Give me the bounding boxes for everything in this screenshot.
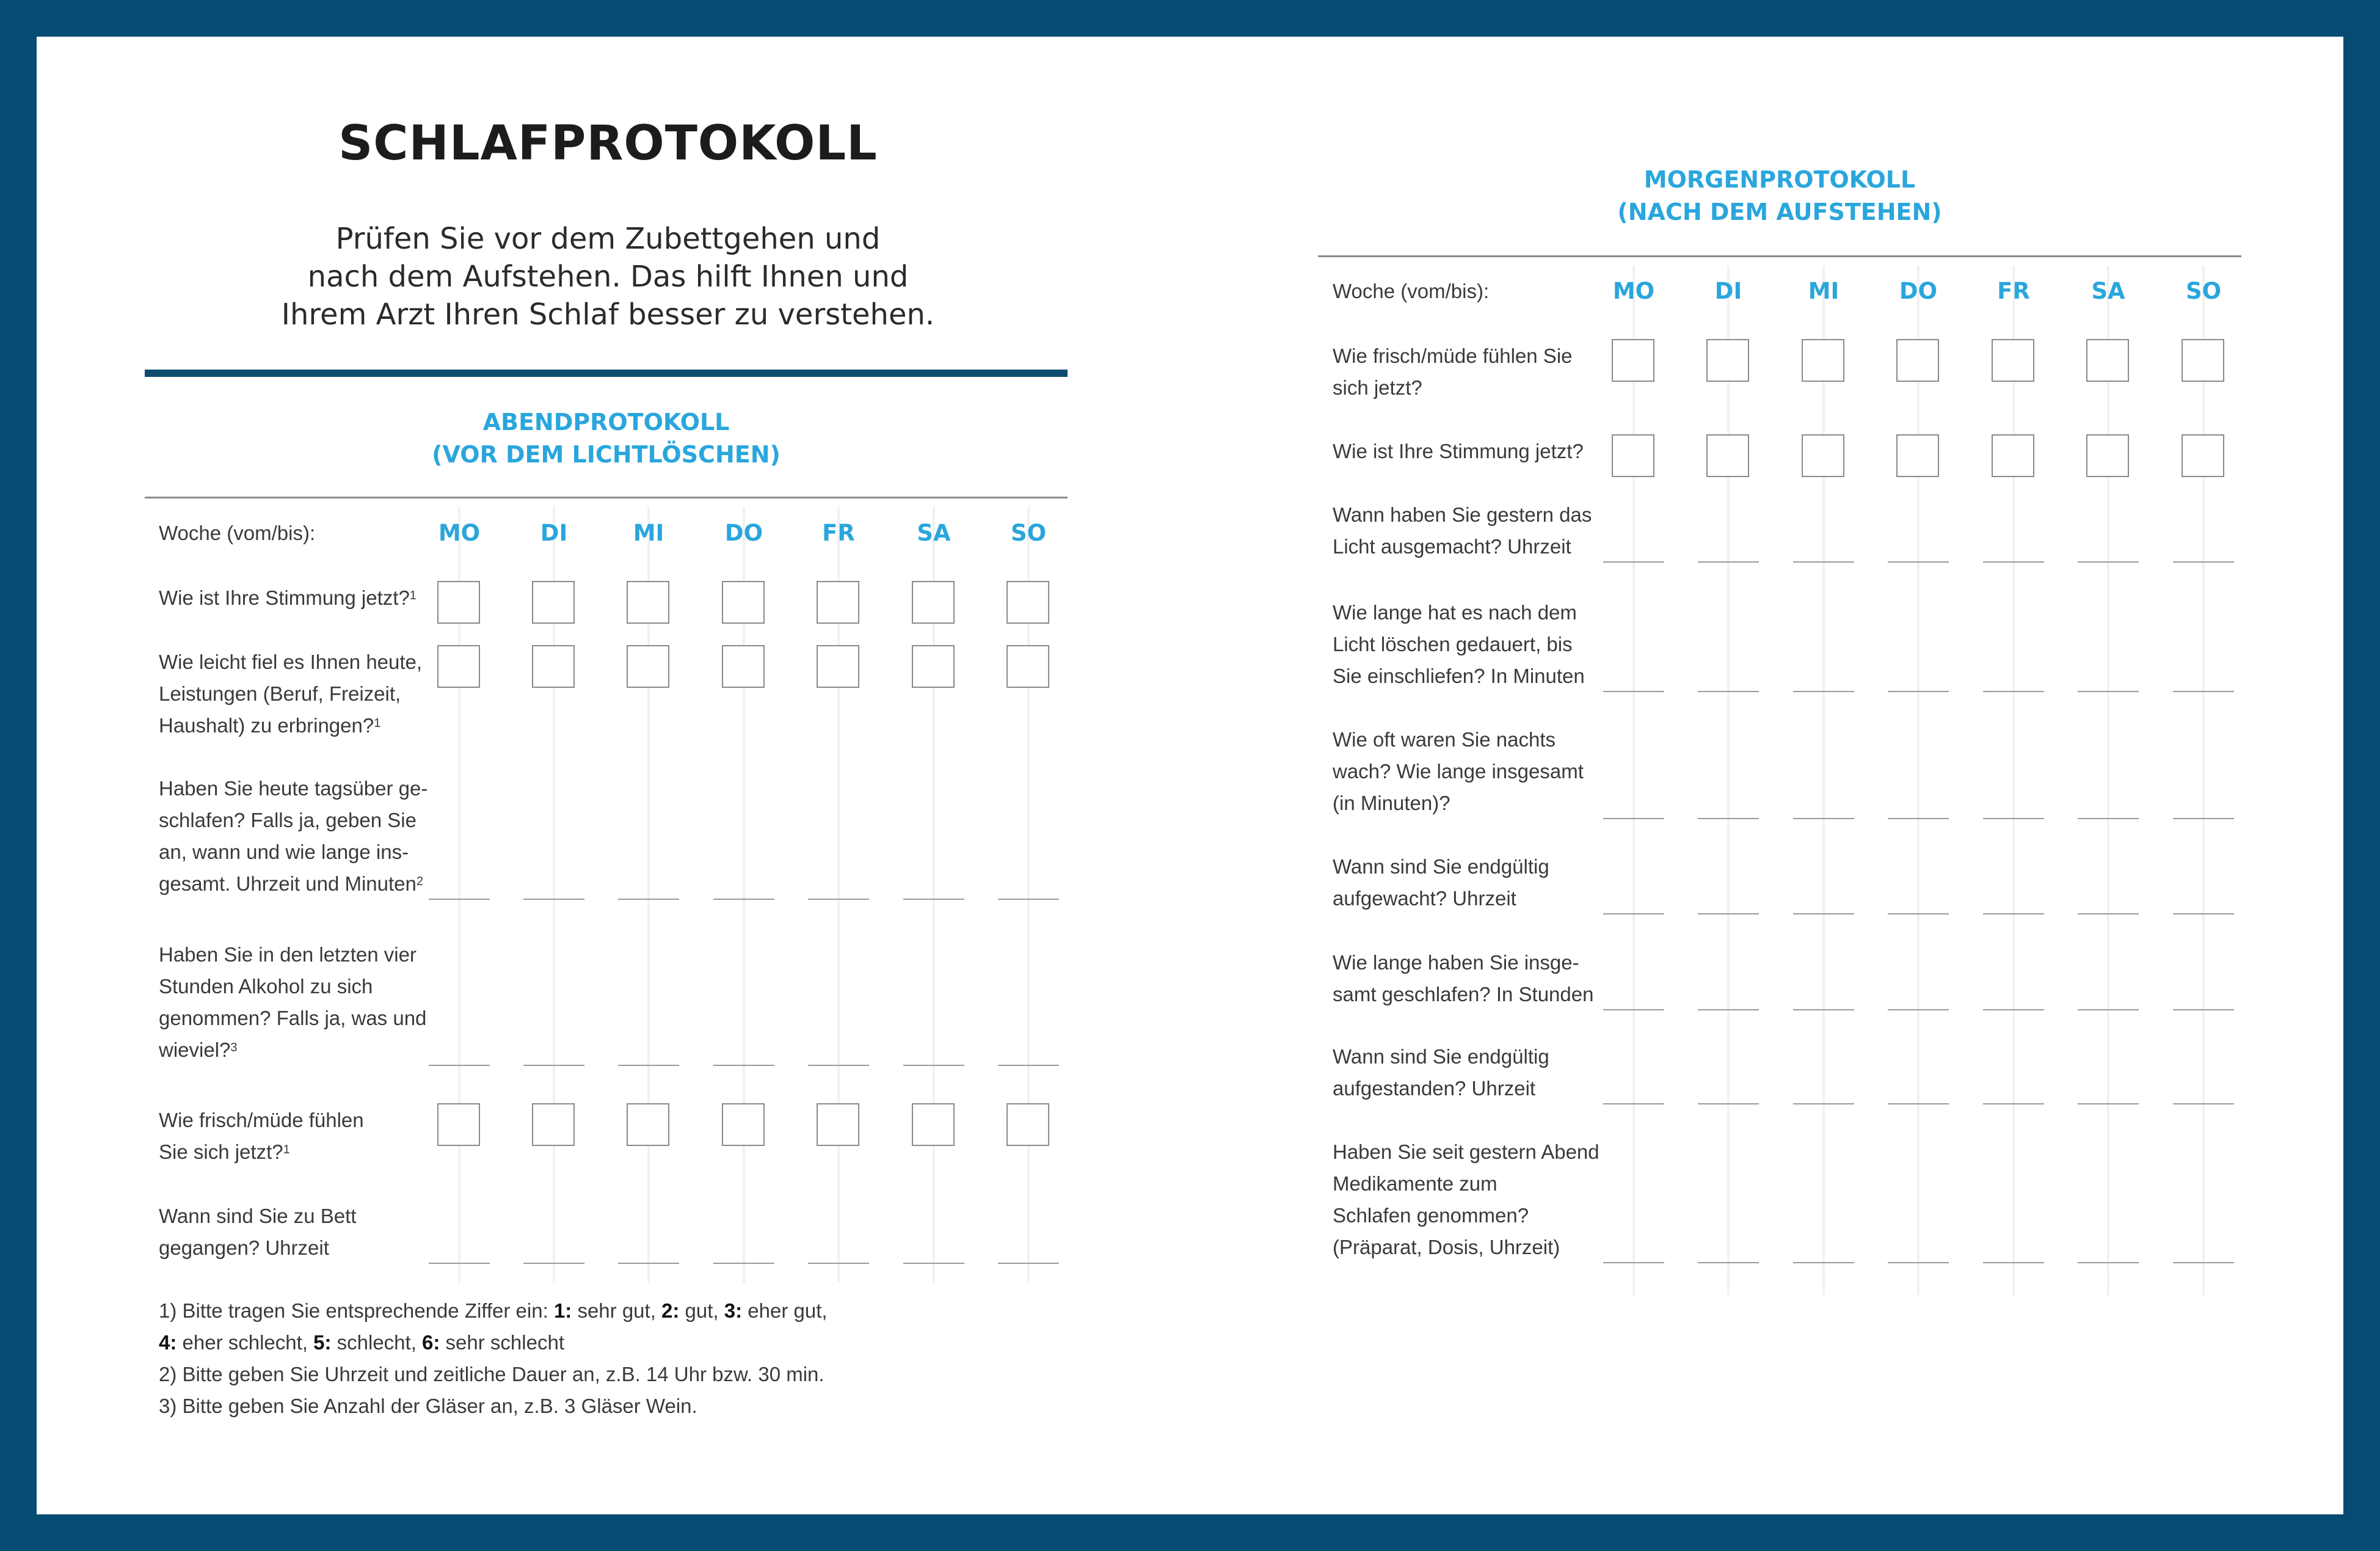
question-text: Wann haben Sie gestern das xyxy=(1333,503,1592,526)
footnote-text: gut, xyxy=(679,1299,724,1322)
footnote-text: 3) Bitte geben Sie Anzahl der Gläser an, z.B. 3 Gläser Wein. xyxy=(159,1395,697,1417)
footnote-key: 6: xyxy=(422,1331,440,1354)
title-divider xyxy=(145,370,1068,377)
evening-question-label xyxy=(159,773,428,900)
evening-question-label xyxy=(159,646,422,742)
morning-question-line xyxy=(1333,1041,1549,1073)
morning-answer-line-fr[interactable] xyxy=(1983,561,2044,563)
morning-checkbox-mo[interactable] xyxy=(1612,339,1654,382)
morning-answer-line-so[interactable] xyxy=(2173,818,2234,819)
morning-answer-line-fr[interactable] xyxy=(1983,1009,2044,1010)
question-text: Wie frisch/müde fühlen xyxy=(159,1109,364,1131)
question-text: samt geschlafen? In Stunden xyxy=(1333,983,1594,1005)
morning-question-line xyxy=(1333,372,1573,404)
morning-checkbox-di[interactable] xyxy=(1706,434,1749,477)
morning-answer-line-mi[interactable] xyxy=(1793,561,1854,563)
morning-question-line xyxy=(1333,1073,1549,1104)
evening-question-label xyxy=(159,939,426,1066)
morning-section-title-line: (NACH DEM AUFSTEHEN) xyxy=(1617,199,1942,225)
morning-answer-line-mo[interactable] xyxy=(1603,818,1664,819)
footnote-text: 2) Bitte geben Sie Uhrzeit und zeitliche Dauer an, z.B. 14 Uhr bzw. 30 min. xyxy=(159,1363,824,1385)
evening-question-line xyxy=(159,1104,364,1136)
morning-answer-line-mo[interactable] xyxy=(1603,1262,1664,1263)
intro-line: Prüfen Sie vor dem Zubettgehen und xyxy=(335,222,881,256)
evening-answer-line-sa[interactable] xyxy=(903,1263,964,1264)
morning-table-rule xyxy=(1318,255,2241,257)
evening-checkbox-mo[interactable] xyxy=(437,581,480,624)
question-text: Haushalt) zu erbringen? xyxy=(159,714,374,737)
footnote xyxy=(159,1390,828,1422)
evening-checkbox-di[interactable] xyxy=(532,645,575,688)
morning-answer-line-sa[interactable] xyxy=(2078,561,2139,563)
evening-answer-line-do[interactable] xyxy=(713,1065,774,1066)
evening-question-label xyxy=(159,582,417,614)
question-text: wach? Wie lange insgesamt xyxy=(1333,760,1584,783)
evening-question-line xyxy=(159,805,428,836)
evening-checkbox-mi[interactable] xyxy=(627,581,669,624)
evening-checkbox-do[interactable] xyxy=(722,1103,765,1146)
morning-answer-line-sa[interactable] xyxy=(2078,1103,2139,1104)
morning-question-line xyxy=(1333,883,1549,914)
footnote-marker: 1 xyxy=(409,589,417,602)
morning-answer-line-mi[interactable] xyxy=(1793,818,1854,819)
evening-checkbox-fr[interactable] xyxy=(817,645,859,688)
morning-checkbox-fr[interactable] xyxy=(1992,434,2034,477)
morning-question-line xyxy=(1333,436,1584,467)
intro-line: nach dem Aufstehen. Das hilft Ihnen und xyxy=(307,260,909,294)
evening-answer-line-mo[interactable] xyxy=(429,1065,490,1066)
page-title: SCHLAFPROTOKOLL xyxy=(338,116,878,171)
morning-answer-line-fr[interactable] xyxy=(1983,913,2044,914)
evening-question-label xyxy=(159,1104,364,1168)
morning-question-line xyxy=(1333,851,1549,883)
evening-checkbox-mi[interactable] xyxy=(627,1103,669,1146)
evening-answer-line-di[interactable] xyxy=(523,899,584,900)
question-text: (in Minuten)? xyxy=(1333,792,1450,814)
morning-answer-line-di[interactable] xyxy=(1698,1262,1759,1263)
morning-answer-line-sa[interactable] xyxy=(2078,913,2139,914)
evening-day-so: SO xyxy=(1010,520,1047,546)
morning-checkbox-so[interactable] xyxy=(2182,434,2224,477)
question-text: genommen? Falls ja, was und xyxy=(159,1007,427,1029)
morning-column-guide xyxy=(1632,266,1635,1295)
morning-answer-line-so[interactable] xyxy=(2173,691,2234,692)
footnote-text: schlecht, xyxy=(331,1331,423,1354)
morning-week-label: Woche (vom/bis): xyxy=(1333,280,1490,302)
footnote-text: eher gut, xyxy=(742,1299,828,1322)
evening-checkbox-sa[interactable] xyxy=(912,581,955,624)
morning-checkbox-so[interactable] xyxy=(2182,339,2224,382)
question-text: Wie ist Ihre Stimmung jetzt? xyxy=(1333,440,1584,462)
evening-checkbox-so[interactable] xyxy=(1006,1103,1049,1146)
morning-answer-line-do[interactable] xyxy=(1888,818,1949,819)
evening-answer-line-so[interactable] xyxy=(998,899,1059,900)
morning-answer-line-so[interactable] xyxy=(2173,1262,2234,1263)
morning-answer-line-so[interactable] xyxy=(2173,1103,2234,1104)
question-text: Leistungen (Beruf, Freizeit, xyxy=(159,682,401,705)
morning-answer-line-mo[interactable] xyxy=(1603,1009,1664,1010)
morning-answer-line-fr[interactable] xyxy=(1983,1262,2044,1263)
evening-day-di: DI xyxy=(540,520,568,546)
footnote-key: 5: xyxy=(313,1331,332,1354)
morning-question-line xyxy=(1333,756,1584,787)
morning-checkbox-fr[interactable] xyxy=(1992,339,2034,382)
morning-answer-line-mi[interactable] xyxy=(1793,1103,1854,1104)
evening-answer-line-mi[interactable] xyxy=(618,1263,679,1264)
evening-checkbox-fr[interactable] xyxy=(817,1103,859,1146)
question-text: Wie oft waren Sie nachts xyxy=(1333,728,1556,751)
question-text: schlafen? Falls ja, geben Sie xyxy=(159,809,417,831)
evening-question-line xyxy=(159,1232,356,1264)
morning-question-label xyxy=(1333,436,1584,467)
morning-checkbox-do[interactable] xyxy=(1896,339,1939,382)
footnote-key: 3: xyxy=(724,1299,743,1322)
morning-checkbox-sa[interactable] xyxy=(2086,434,2129,477)
evening-question-line xyxy=(159,1136,364,1168)
morning-answer-line-do[interactable] xyxy=(1888,691,1949,692)
question-text: Stunden Alkohol zu sich xyxy=(159,975,373,998)
morning-question-line xyxy=(1333,340,1573,372)
evening-question-line xyxy=(159,678,422,710)
morning-checkbox-mi[interactable] xyxy=(1802,434,1844,477)
question-text: Sie einschliefen? In Minuten xyxy=(1333,665,1585,687)
question-text: Licht ausgemacht? Uhrzeit xyxy=(1333,535,1571,558)
footnote-marker: 3 xyxy=(230,1041,238,1054)
morning-answer-line-di[interactable] xyxy=(1698,561,1759,563)
question-text: Wann sind Sie endgültig xyxy=(1333,1045,1549,1068)
morning-question-line xyxy=(1333,629,1585,660)
evening-answer-line-do[interactable] xyxy=(713,899,774,900)
morning-day-fr: FR xyxy=(1997,278,2030,304)
question-text: Wann sind Sie endgültig xyxy=(1333,855,1549,878)
morning-answer-line-do[interactable] xyxy=(1888,913,1949,914)
footnote-text: 1) Bitte tragen Sie entsprechende Ziffer ein: xyxy=(159,1299,554,1322)
evening-question-line xyxy=(159,710,422,742)
morning-answer-line-di[interactable] xyxy=(1698,818,1759,819)
evening-checkbox-mi[interactable] xyxy=(627,645,669,688)
intro-text xyxy=(145,220,1071,334)
footnote-key: 4: xyxy=(159,1331,177,1354)
evening-checkbox-so[interactable] xyxy=(1006,581,1049,624)
morning-answer-line-do[interactable] xyxy=(1888,561,1949,563)
evening-section-title xyxy=(145,406,1068,471)
evening-checkbox-di[interactable] xyxy=(532,1103,575,1146)
question-text: Medikamente zum xyxy=(1333,1172,1498,1195)
evening-answer-line-fr[interactable] xyxy=(808,899,869,900)
morning-question-label xyxy=(1333,499,1592,563)
morning-answer-line-mi[interactable] xyxy=(1793,1262,1854,1263)
evening-day-do: DO xyxy=(724,520,763,546)
evening-answer-line-di[interactable] xyxy=(523,1263,584,1264)
morning-answer-line-so[interactable] xyxy=(2173,561,2234,563)
morning-question-line xyxy=(1333,1136,1599,1168)
morning-checkbox-do[interactable] xyxy=(1896,434,1939,477)
morning-answer-line-sa[interactable] xyxy=(2078,818,2139,819)
evening-answer-line-fr[interactable] xyxy=(808,1263,869,1264)
evening-table-rule xyxy=(145,497,1068,498)
evening-question-label xyxy=(159,1200,356,1264)
evening-question-line xyxy=(159,1200,356,1232)
morning-day-di: DI xyxy=(1714,278,1742,304)
morning-question-line xyxy=(1333,1200,1599,1232)
morning-answer-line-mo[interactable] xyxy=(1603,913,1664,914)
evening-answer-line-sa[interactable] xyxy=(903,1065,964,1066)
evening-week-label: Woche (vom/bis): xyxy=(159,522,316,544)
morning-column-guide xyxy=(1917,266,1920,1295)
question-text: Licht löschen gedauert, bis xyxy=(1333,633,1573,655)
evening-question-line xyxy=(159,836,428,868)
morning-question-label xyxy=(1333,1136,1599,1263)
evening-section-title-line: ABENDPROTOKOLL xyxy=(482,409,730,436)
morning-question-label xyxy=(1333,597,1585,692)
footnote-text: sehr schlecht xyxy=(440,1331,564,1354)
evening-answer-line-so[interactable] xyxy=(998,1263,1059,1264)
morning-column-guide xyxy=(2012,266,2015,1295)
evening-question-line xyxy=(159,939,426,971)
morning-answer-line-do[interactable] xyxy=(1888,1009,1949,1010)
footnote xyxy=(159,1359,828,1390)
morning-question-line xyxy=(1333,531,1592,563)
morning-answer-line-mo[interactable] xyxy=(1603,561,1664,563)
morning-answer-line-mi[interactable] xyxy=(1793,913,1854,914)
morning-column-guide xyxy=(2107,266,2109,1295)
morning-checkbox-mo[interactable] xyxy=(1612,434,1654,477)
evening-checkbox-do[interactable] xyxy=(722,581,765,624)
morning-question-line xyxy=(1333,660,1585,692)
morning-checkbox-sa[interactable] xyxy=(2086,339,2129,382)
morning-day-so: SO xyxy=(2185,278,2222,304)
evening-question-line xyxy=(159,646,422,678)
evening-checkbox-do[interactable] xyxy=(722,645,765,688)
footnote xyxy=(159,1295,828,1327)
morning-question-label xyxy=(1333,724,1584,819)
morning-answer-line-sa[interactable] xyxy=(2078,1009,2139,1010)
question-text: Wie leicht fiel es Ihnen heute, xyxy=(159,651,423,673)
morning-question-label xyxy=(1333,947,1593,1010)
morning-answer-line-fr[interactable] xyxy=(1983,1103,2044,1104)
morning-answer-line-fr[interactable] xyxy=(1983,691,2044,692)
question-text: aufgewacht? Uhrzeit xyxy=(1333,887,1516,910)
morning-question-line xyxy=(1333,1168,1599,1200)
footnote-text: eher schlecht, xyxy=(176,1331,314,1354)
morning-question-line xyxy=(1333,597,1585,629)
morning-question-line xyxy=(1333,979,1593,1010)
morning-question-line xyxy=(1333,787,1584,819)
evening-checkbox-sa[interactable] xyxy=(912,645,955,688)
morning-column-guide xyxy=(1822,266,1825,1295)
evening-checkbox-sa[interactable] xyxy=(912,1103,955,1146)
morning-day-do: DO xyxy=(1899,278,1938,304)
evening-checkbox-fr[interactable] xyxy=(817,581,859,624)
morning-section-title xyxy=(1318,164,2241,228)
question-text: Wie lange haben Sie insge- xyxy=(1333,951,1579,974)
morning-answer-line-do[interactable] xyxy=(1888,1262,1949,1263)
evening-answer-line-di[interactable] xyxy=(523,1065,584,1066)
question-text: Sie sich jetzt? xyxy=(159,1140,283,1163)
morning-answer-line-sa[interactable] xyxy=(2078,1262,2139,1263)
evening-answer-line-sa[interactable] xyxy=(903,899,964,900)
question-text: Haben Sie in den letzten vier xyxy=(159,943,417,966)
morning-question-line xyxy=(1333,499,1592,531)
question-text: Wie frisch/müde fühlen Sie xyxy=(1333,345,1573,367)
evening-answer-line-mo[interactable] xyxy=(429,899,490,900)
evening-question-line xyxy=(159,971,426,1002)
footnote-text: sehr gut, xyxy=(572,1299,662,1322)
morning-question-line xyxy=(1333,947,1593,979)
question-text: sich jetzt? xyxy=(1333,376,1422,399)
morning-question-label xyxy=(1333,340,1573,404)
morning-question-line xyxy=(1333,1232,1599,1263)
morning-day-mo: MO xyxy=(1612,278,1655,304)
question-text: Haben Sie seit gestern Abend xyxy=(1333,1140,1599,1163)
morning-question-label xyxy=(1333,1041,1549,1104)
morning-answer-line-so[interactable] xyxy=(2173,1009,2234,1010)
question-text: aufgestanden? Uhrzeit xyxy=(1333,1077,1536,1100)
evening-day-mo: MO xyxy=(438,520,481,546)
morning-section-title-line: MORGENPROTOKOLL xyxy=(1643,166,1916,193)
footnote-marker: 1 xyxy=(374,717,381,730)
morning-answer-line-mi[interactable] xyxy=(1793,1009,1854,1010)
morning-answer-line-di[interactable] xyxy=(1698,1009,1759,1010)
evening-checkbox-mo[interactable] xyxy=(437,645,480,688)
evening-question-line xyxy=(159,868,428,900)
evening-question-line xyxy=(159,582,417,614)
question-text: Haben Sie heute tagsüber ge- xyxy=(159,777,428,800)
morning-checkbox-di[interactable] xyxy=(1706,339,1749,382)
evening-day-sa: SA xyxy=(917,520,951,546)
morning-answer-line-mo[interactable] xyxy=(1603,691,1664,692)
intro-line: Ihrem Arzt Ihren Schlaf besser zu verstehen. xyxy=(281,297,935,332)
morning-question-line xyxy=(1333,724,1584,756)
evening-section-title-line: (VOR DEM LICHTLÖSCHEN) xyxy=(432,441,781,468)
morning-answer-line-fr[interactable] xyxy=(1983,818,2044,819)
morning-answer-line-mo[interactable] xyxy=(1603,1103,1664,1104)
morning-answer-line-di[interactable] xyxy=(1698,1103,1759,1104)
question-text: Wie lange hat es nach dem xyxy=(1333,601,1577,624)
question-text: Wann sind Sie zu Bett xyxy=(159,1205,357,1227)
question-text: Schlafen genommen? xyxy=(1333,1204,1529,1227)
footnotes xyxy=(159,1295,828,1422)
morning-question-label xyxy=(1333,851,1549,914)
question-text: an, wann und wie lange ins- xyxy=(159,841,409,863)
footnote-marker: 1 xyxy=(283,1143,290,1156)
question-text: gesamt. Uhrzeit und Minuten xyxy=(159,872,417,895)
evening-answer-line-fr[interactable] xyxy=(808,1065,869,1066)
morning-answer-line-sa[interactable] xyxy=(2078,691,2139,692)
evening-day-fr: FR xyxy=(822,520,855,546)
footnote-key: 1: xyxy=(553,1299,572,1322)
evening-answer-line-so[interactable] xyxy=(998,1065,1059,1066)
morning-day-mi: MI xyxy=(1808,278,1840,304)
footnote-key: 2: xyxy=(661,1299,680,1322)
evening-checkbox-mo[interactable] xyxy=(437,1103,480,1146)
morning-column-guide xyxy=(1727,266,1730,1295)
evening-question-line xyxy=(159,1034,426,1066)
question-text: gegangen? Uhrzeit xyxy=(159,1236,329,1259)
question-text: (Präparat, Dosis, Uhrzeit) xyxy=(1333,1236,1560,1258)
question-text: wieviel? xyxy=(159,1038,231,1061)
evening-answer-line-do[interactable] xyxy=(713,1263,774,1264)
morning-answer-line-do[interactable] xyxy=(1888,1103,1949,1104)
evening-day-mi: MI xyxy=(633,520,664,546)
evening-checkbox-di[interactable] xyxy=(532,581,575,624)
evening-answer-line-mi[interactable] xyxy=(618,899,679,900)
morning-answer-line-di[interactable] xyxy=(1698,913,1759,914)
footnote xyxy=(159,1327,828,1359)
evening-answer-line-mo[interactable] xyxy=(429,1263,490,1264)
morning-answer-line-di[interactable] xyxy=(1698,691,1759,692)
footnote-marker: 2 xyxy=(416,875,424,888)
evening-checkbox-so[interactable] xyxy=(1006,645,1049,688)
morning-day-sa: SA xyxy=(2091,278,2125,304)
evening-answer-line-mi[interactable] xyxy=(618,1065,679,1066)
morning-checkbox-mi[interactable] xyxy=(1802,339,1844,382)
evening-question-line xyxy=(159,773,428,805)
question-text: Wie ist Ihre Stimmung jetzt? xyxy=(159,586,410,609)
morning-answer-line-so[interactable] xyxy=(2173,913,2234,914)
morning-answer-line-mi[interactable] xyxy=(1793,691,1854,692)
morning-column-guide xyxy=(2202,266,2205,1295)
evening-question-line xyxy=(159,1002,426,1034)
